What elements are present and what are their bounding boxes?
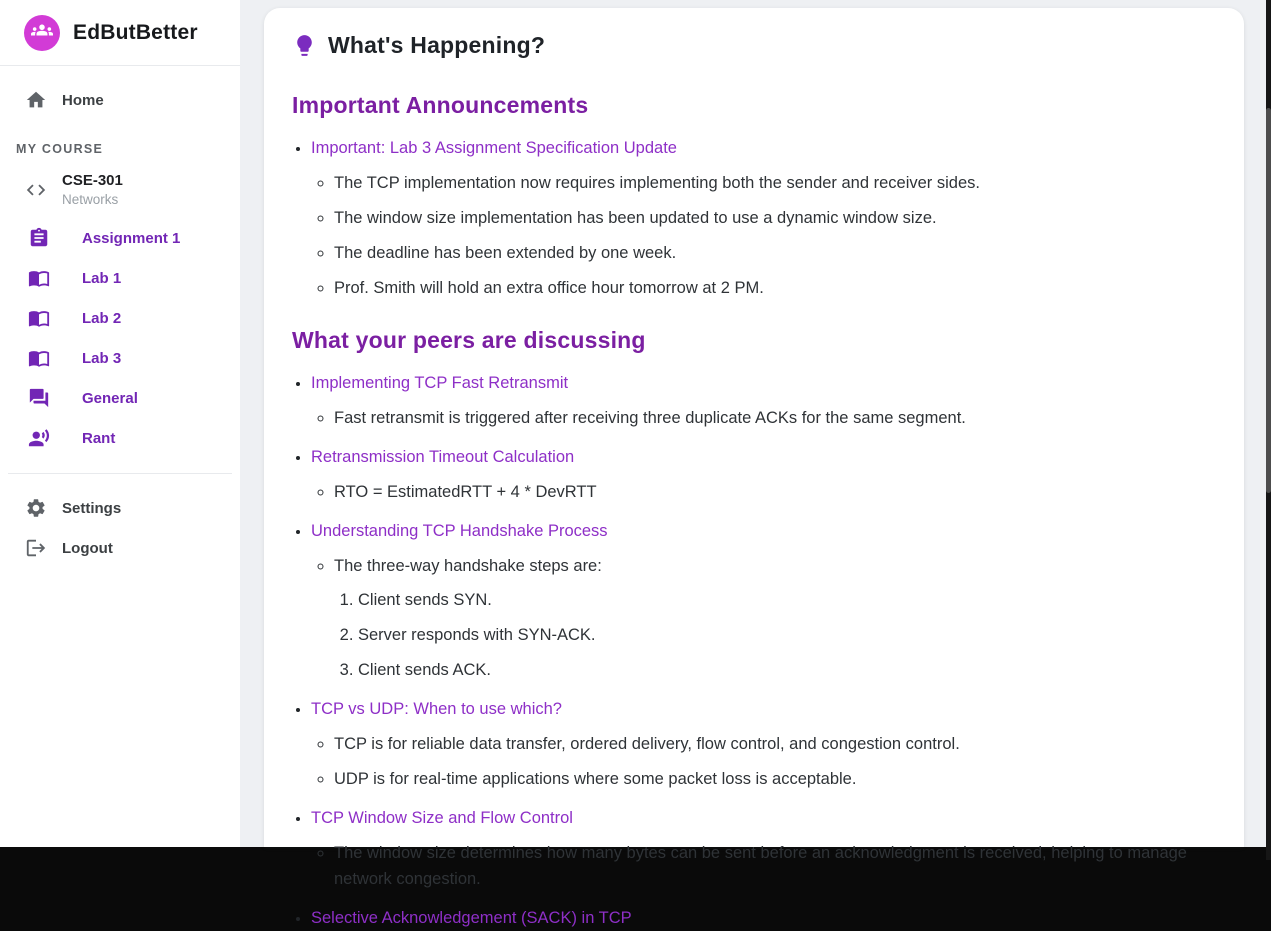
list-item — [311, 446, 1214, 505]
code-icon — [25, 179, 47, 201]
brand-name: EdButBetter — [73, 20, 198, 44]
announcements-list — [292, 137, 1214, 301]
sidebar-item-label: Assignment 1 — [82, 229, 181, 247]
sidebar-item-settings[interactable] — [0, 488, 240, 528]
scrollbar-thumb[interactable] — [1266, 108, 1271, 493]
course-code: CSE-301 — [62, 172, 123, 190]
topic-link[interactable]: Important: Lab 3 Assignment Specification Update — [311, 139, 677, 157]
list-item: ◦ UDP is for real-time applications where some packet loss is acceptable. — [334, 766, 1214, 792]
sidebar-item-general[interactable] — [0, 378, 240, 418]
topic-link[interactable]: Implementing TCP Fast Retransmit — [311, 374, 569, 393]
my-course-section-label: MY COURSE — [16, 142, 104, 156]
list-item: 2. Server responds with SYN-ACK. — [358, 622, 1214, 648]
brand-logo — [24, 15, 60, 51]
list-item: ◦ The three-way handshake steps are: 1. Client sends SYN. 2. Server responds with SYN-ACK. 3. Client sends ACK. — [334, 553, 1214, 683]
list-item: 1. Client sends SYN. — [358, 587, 1214, 613]
scrollbar-track[interactable] — [1266, 0, 1271, 860]
list-item — [311, 520, 1214, 683]
sidebar-item-label: Settings — [62, 499, 122, 517]
sidebar-header — [0, 0, 240, 66]
topic-link[interactable]: TCP vs UDP: When to use which? — [311, 700, 562, 719]
sidebar-item-logout[interactable] — [0, 528, 240, 568]
lightbulb-icon — [292, 33, 317, 58]
section-heading-peer-discussions: What your peers are discussing — [292, 327, 646, 354]
book-icon — [28, 267, 50, 289]
gear-icon — [25, 497, 47, 519]
sidebar-item-label: Lab 1 — [82, 269, 122, 287]
list-item — [311, 372, 1214, 431]
groups-icon — [31, 19, 53, 46]
topic-link[interactable]: TCP Window Size and Flow Control — [311, 809, 573, 828]
section-heading-announcements: Important Announcements — [292, 92, 589, 118]
list-item: 3. Client sends ACK. — [358, 657, 1214, 683]
topic-link[interactable]: Retransmission Timeout Calculation — [311, 448, 575, 467]
voice-icon — [28, 427, 50, 449]
sidebar-item-label: Lab 2 — [82, 309, 122, 327]
topic-link[interactable]: Understanding TCP Handshake Process — [311, 522, 608, 541]
sidebar-course-cse301[interactable] — [0, 162, 240, 218]
sidebar-item-lab-2[interactable] — [0, 298, 240, 338]
list-item: ◦ The window size determines how many bytes can be sent before an acknowledgment is received, helping to manage network congestion. — [334, 840, 1214, 892]
page-title-row — [292, 32, 1214, 59]
sidebar-item-label: Home — [62, 91, 104, 109]
sidebar-item-label: Rant — [82, 429, 116, 447]
list-item — [311, 698, 1214, 792]
sidebar-item-rant[interactable] — [0, 418, 240, 458]
list-item: ◦ TCP is for reliable data transfer, ordered delivery, flow control, and congestion control. — [334, 731, 1214, 757]
list-item — [311, 907, 1214, 931]
list-item: ◦ The deadline has been extended by one week. — [334, 240, 1214, 266]
list-item: ◦ Prof. Smith will hold an extra office hour tomorrow at 2 PM. — [334, 275, 1214, 301]
list-item — [311, 807, 1214, 892]
handshake-steps-list — [334, 587, 1214, 683]
page-title: What's Happening? — [328, 32, 546, 58]
course-name: Networks — [62, 191, 119, 207]
sidebar-divider — [8, 473, 232, 474]
list-item — [311, 137, 1214, 301]
sidebar-item-label: Logout — [62, 539, 113, 557]
sidebar — [0, 0, 240, 847]
home-icon — [25, 89, 47, 111]
sidebar-item-home[interactable] — [0, 80, 240, 120]
book-icon — [28, 347, 50, 369]
list-item: ◦ RTO = EstimatedRTT + 4 * DevRTT — [334, 479, 1214, 505]
sidebar-item-label: Lab 3 — [82, 349, 122, 367]
discussions-list — [292, 372, 1214, 931]
topic-link[interactable]: Selective Acknowledgement (SACK) in TCP — [311, 909, 632, 928]
sidebar-item-assignment-1[interactable] — [0, 218, 240, 258]
logout-icon — [25, 537, 47, 559]
sidebar-item-label: General — [82, 389, 138, 407]
sidebar-item-lab-3[interactable] — [0, 338, 240, 378]
list-item: ◦ Fast retransmit is triggered after receiving three duplicate ACKs for the same segment. — [334, 405, 1214, 431]
list-item: ◦ The TCP implementation now requires implementing both the sender and receiver sides. — [334, 170, 1214, 196]
assignment-icon — [28, 227, 50, 249]
book-icon — [28, 307, 50, 329]
forum-icon — [28, 387, 50, 409]
main-content-card — [264, 8, 1244, 928]
sidebar-item-lab-1[interactable] — [0, 258, 240, 298]
list-item: ◦ The window size implementation has been updated to use a dynamic window size. — [334, 205, 1214, 231]
